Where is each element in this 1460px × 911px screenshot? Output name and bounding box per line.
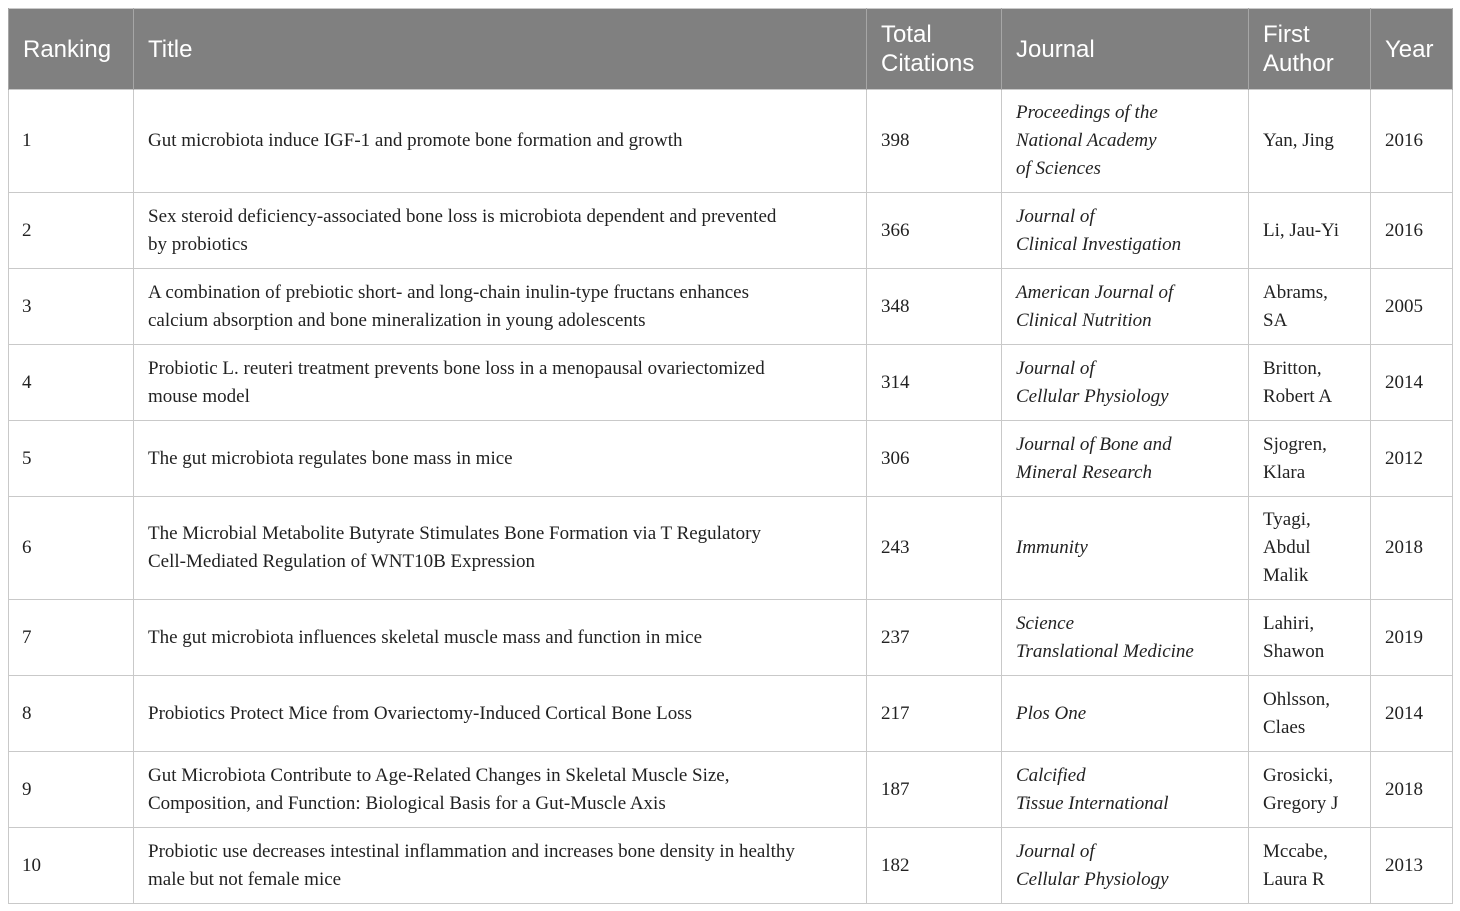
table-row: [9, 676, 1453, 752]
header-journal: Journal: [1002, 9, 1249, 90]
cell-journal: Journal of Cellular Physiology: [1002, 345, 1249, 421]
cell-first-author: Ohlsson, Claes: [1249, 676, 1371, 752]
cell-ranking: 2: [9, 193, 134, 269]
cell-ranking: 8: [9, 676, 134, 752]
cell-journal: Science Translational Medicine: [1002, 600, 1249, 676]
cell-journal: Journal of Clinical Investigation: [1002, 193, 1249, 269]
cell-journal: Plos One: [1002, 676, 1249, 752]
cell-year: 2014: [1371, 345, 1453, 421]
cell-year: 2005: [1371, 269, 1453, 345]
cell-first-author: Tyagi, Abdul Malik: [1249, 497, 1371, 600]
table-header-row: [9, 9, 1453, 90]
header-title: Title: [134, 9, 867, 90]
table-row: [9, 828, 1453, 904]
cell-ranking: 3: [9, 269, 134, 345]
header-total-citations: Total Citations: [867, 9, 1002, 90]
cell-title: Gut Microbiota Contribute to Age-Related Changes in Skeletal Muscle Size, Composition, and Function: Biological Basis for a Gut-Muscle Axis: [134, 752, 867, 828]
cell-year: 2018: [1371, 752, 1453, 828]
cell-citations: 217: [867, 676, 1002, 752]
cell-ranking: 6: [9, 497, 134, 600]
cell-title: Probiotic use decreases intestinal inflammation and increases bone density in healthy male but not female mice: [134, 828, 867, 904]
citations-table-container: [8, 8, 1452, 904]
cell-year: 2013: [1371, 828, 1453, 904]
cell-citations: 348: [867, 269, 1002, 345]
cell-first-author: Mccabe, Laura R: [1249, 828, 1371, 904]
cell-ranking: 7: [9, 600, 134, 676]
cell-first-author: Abrams, SA: [1249, 269, 1371, 345]
cell-title: Probiotic L. reuteri treatment prevents bone loss in a menopausal ovariectomized mouse model: [134, 345, 867, 421]
cell-journal: Journal of Cellular Physiology: [1002, 828, 1249, 904]
cell-year: 2016: [1371, 90, 1453, 193]
cell-title: Gut microbiota induce IGF-1 and promote bone formation and growth: [134, 90, 867, 193]
cell-title: The Microbial Metabolite Butyrate Stimulates Bone Formation via T Regulatory Cell-Mediated Regulation of WNT10B Expression: [134, 497, 867, 600]
header-ranking: Ranking: [9, 9, 134, 90]
table-row: [9, 345, 1453, 421]
cell-journal: Journal of Bone and Mineral Research: [1002, 421, 1249, 497]
cell-first-author: Britton, Robert A: [1249, 345, 1371, 421]
cell-citations: 398: [867, 90, 1002, 193]
table-row: [9, 421, 1453, 497]
cell-journal: Calcified Tissue International: [1002, 752, 1249, 828]
table-row: [9, 497, 1453, 600]
cell-year: 2012: [1371, 421, 1453, 497]
cell-first-author: Lahiri, Shawon: [1249, 600, 1371, 676]
cell-ranking: 9: [9, 752, 134, 828]
cell-citations: 182: [867, 828, 1002, 904]
header-year: Year: [1371, 9, 1453, 90]
cell-citations: 314: [867, 345, 1002, 421]
cell-title: The gut microbiota regulates bone mass in mice: [134, 421, 867, 497]
cell-journal: American Journal of Clinical Nutrition: [1002, 269, 1249, 345]
cell-first-author: Grosicki, Gregory J: [1249, 752, 1371, 828]
cell-first-author: Sjogren, Klara: [1249, 421, 1371, 497]
cell-title: The gut microbiota influences skeletal muscle mass and function in mice: [134, 600, 867, 676]
cell-year: 2014: [1371, 676, 1453, 752]
cell-journal: Proceedings of the National Academy of Sciences: [1002, 90, 1249, 193]
table-row: [9, 193, 1453, 269]
cell-first-author: Li, Jau-Yi: [1249, 193, 1371, 269]
cell-ranking: 10: [9, 828, 134, 904]
cell-journal: Immunity: [1002, 497, 1249, 600]
cell-title: A combination of prebiotic short- and long-chain inulin-type fructans enhances calcium absorption and bone mineralization in young adolescents: [134, 269, 867, 345]
top-cited-articles-table: [8, 8, 1453, 904]
cell-citations: 306: [867, 421, 1002, 497]
table-row: [9, 90, 1453, 193]
cell-year: 2019: [1371, 600, 1453, 676]
cell-citations: 237: [867, 600, 1002, 676]
table-row: [9, 752, 1453, 828]
cell-ranking: 4: [9, 345, 134, 421]
table-row: [9, 269, 1453, 345]
cell-first-author: Yan, Jing: [1249, 90, 1371, 193]
cell-title: Sex steroid deficiency-associated bone loss is microbiota dependent and prevented by probiotics: [134, 193, 867, 269]
cell-year: 2016: [1371, 193, 1453, 269]
cell-citations: 366: [867, 193, 1002, 269]
table-row: [9, 600, 1453, 676]
cell-title: Probiotics Protect Mice from Ovariectomy-Induced Cortical Bone Loss: [134, 676, 867, 752]
cell-citations: 243: [867, 497, 1002, 600]
header-first-author: First Author: [1249, 9, 1371, 90]
cell-ranking: 1: [9, 90, 134, 193]
cell-citations: 187: [867, 752, 1002, 828]
cell-year: 2018: [1371, 497, 1453, 600]
cell-ranking: 5: [9, 421, 134, 497]
